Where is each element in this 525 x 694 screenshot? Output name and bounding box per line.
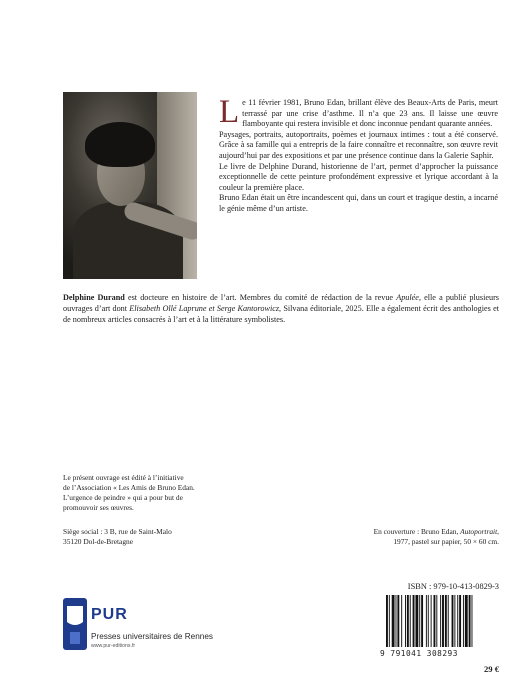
barcode-bar [401, 595, 402, 647]
cover-artwork-title: Autoportrait [460, 527, 498, 536]
publisher-name: Presses universitaires de Rennes [91, 632, 213, 641]
address-line-2: 35120 Dol-de-Bretagne [63, 537, 133, 546]
barcode-bar [428, 595, 429, 647]
barcode-bar [465, 595, 468, 647]
barcode-bar [419, 595, 420, 647]
intro-paragraph-2: Paysages, portraits, autoportraits, poèmes et journaux intimes : tout a été conservé. Grâce à sa famille qui a entrepris de la faire connaître et reconnaître, son œuvre revit aujourd’hui par des expositions et par une présence continue dans la Galerie Saphir. [219, 129, 498, 160]
photo-hair [85, 122, 155, 167]
barcode-bar [440, 595, 441, 647]
cover-credit-comma: , [497, 527, 499, 536]
price: 29 € [483, 664, 499, 674]
barcode-number: 9 791041 308293 [380, 649, 458, 658]
intro-paragraph-4: Bruno Edan était un être incandescent qui, dans un court et tragique destin, a incarné le génie même d’un artiste. [219, 193, 498, 213]
address [63, 527, 203, 547]
intro-paragraph-3: Le livre de Delphine Durand, historienne de l’art, permet d’approcher la puissance exceptionnelle de cette peinture profondément expressive et lyrique accordant à la couleur la première place. [219, 161, 498, 192]
drop-cap: L [219, 94, 240, 130]
barcode-bar [386, 595, 388, 647]
association-line-2: de l’Association « Les Amis de Bruno Edan. [63, 483, 195, 492]
barcode-bar [413, 595, 415, 647]
barcode-bar [410, 595, 411, 647]
journal-title: Apulée [396, 293, 419, 302]
bio-text-2: , elle a publié plusieurs ouvrages d’art dont [63, 293, 499, 313]
intro-text [219, 94, 498, 215]
barcode-bar [434, 595, 436, 647]
barcode-bar [472, 595, 473, 647]
barcode-bar [392, 595, 395, 647]
association-line-3: L’urgence de peindre » qui a pour but de [63, 493, 183, 502]
address-line-1: Siège social : 3 B, rue de Saint-Malo [63, 527, 172, 536]
barcode-bar [454, 595, 455, 647]
barcode-bar [431, 595, 432, 647]
bio-text-1: est docteure en histoire de l’art. Membres du comité de rédaction de la revue [124, 293, 397, 302]
book-title: Elisabeth Ollé Laprune et Serge Kantorowicz [129, 303, 280, 313]
pur-logo-icon [63, 598, 87, 650]
barcode-bar [445, 595, 447, 647]
barcode-bar [415, 595, 418, 647]
association-note [63, 473, 213, 513]
intro-p1-text: e 11 février 1981, Bruno Edan, brillant élève des Beaux-Arts de Paris, meurt terrassé par une crise d’asthme. Il n’a que 23 ans. Il laisse une œuvre flamboyante qui restera invisible et donc inconnue pendant quarante années. [242, 98, 498, 129]
barcode-bar [421, 595, 423, 647]
association-line-1: Le présent ouvrage est édité à l’initiative [63, 473, 184, 482]
barcode-bar [452, 595, 454, 647]
barcode-bar [463, 595, 464, 647]
bio-text-3: , Silvana éditoriale, 2025. Elle a également écrit des anthologies et de nombreux articles consacrés à l’art et à la littérature symbolistes. [63, 303, 499, 324]
barcode-bar [405, 595, 406, 647]
isbn: ISBN : 979-10-413-0829-3 [407, 582, 499, 591]
barcode-bar [457, 595, 458, 647]
barcode-bar [426, 595, 427, 647]
association-line-4: promouvoir ses œuvres. [63, 503, 134, 512]
cover-credit [299, 527, 499, 547]
intro-paragraph-1 [219, 94, 498, 130]
author-bio [63, 293, 499, 325]
barcode-bar [442, 595, 444, 647]
barcode-bar [469, 595, 471, 647]
publisher-logo-text: PUR [91, 606, 128, 623]
cover-credit-details: 1977, pastel sur papier, 50 × 60 cm. [393, 537, 499, 546]
author-name: Delphine Durand [63, 293, 125, 302]
barcode-bar [436, 595, 437, 647]
publisher-site: www.pur-editions.fr [91, 643, 136, 649]
barcode [384, 595, 498, 650]
barcode-bar [459, 595, 461, 647]
barcode-bar [397, 595, 399, 647]
barcode-bar [407, 595, 409, 647]
author-photo [63, 92, 197, 279]
cover-credit-prefix: En couverture : Bruno Edan, [373, 527, 461, 536]
barcode-bar [448, 595, 449, 647]
barcode-bar [396, 595, 397, 647]
barcode-bar [389, 595, 390, 647]
